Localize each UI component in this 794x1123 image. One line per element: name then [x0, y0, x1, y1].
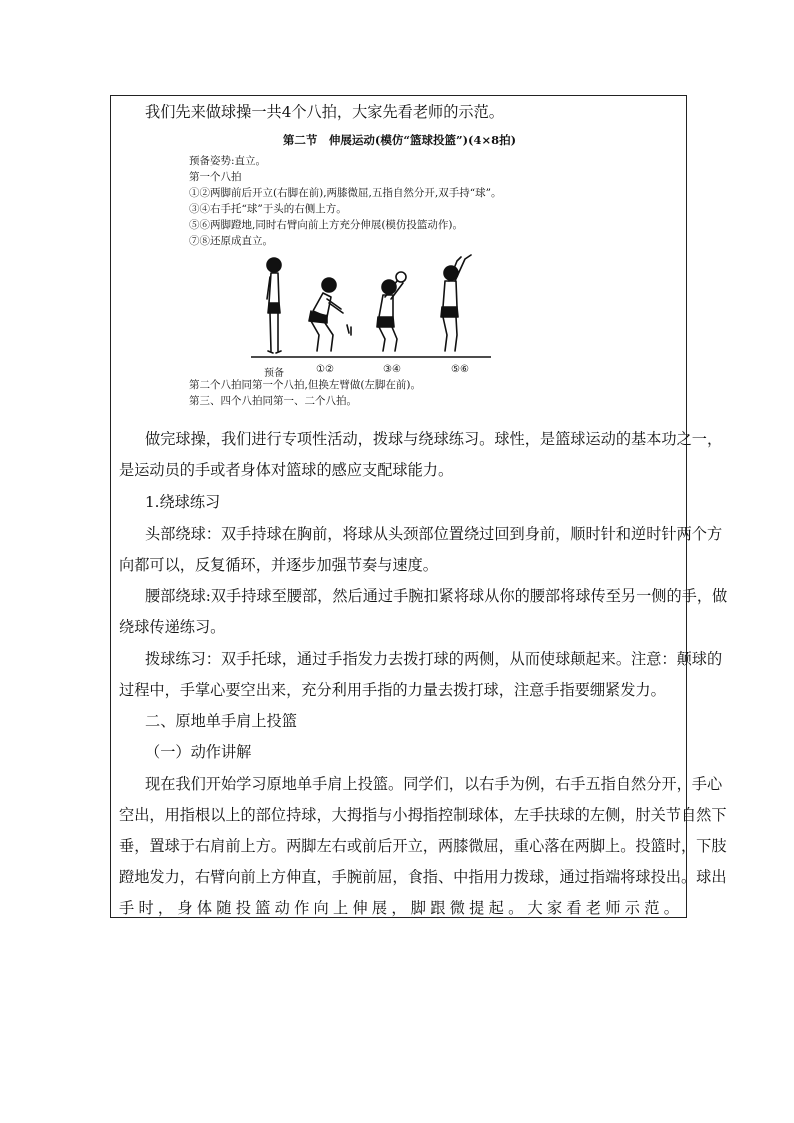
figure-line: ③④右手托“球”于头的右侧上方。: [189, 203, 347, 215]
paragraph-line: 空出，用指根以上的部位持球，大拇指与小拇指控制球体，左手扶球的左侧，肘关节自然下: [119, 806, 727, 824]
section-heading: （一）动作讲解: [145, 743, 252, 761]
paragraph-line: 做完球操，我们进行专项性活动，拨球与绕球练习。球性，是篮球运动的基本功之一，: [145, 430, 723, 448]
figure-line: 第一个八拍: [189, 171, 242, 183]
shooting-illustration: [251, 251, 491, 363]
paragraph-line: 是运动员的手或者身体对篮球的感应支配球能力。: [119, 461, 454, 479]
intro-text: 我们先来做球操一共4个八拍，大家先看老师的示范。: [145, 103, 504, 121]
figure-title: 第二节 伸展运动(模仿“篮球投篮”)(4×8拍): [282, 133, 517, 147]
caption: ⑤⑥: [451, 364, 469, 375]
section-heading: 1.绕球练习: [145, 493, 221, 511]
paragraph-line: 绕球传递练习。: [119, 618, 226, 636]
paragraph-line: 腰部绕球:双手持球至腰部，然后通过手腕扣紧将球从你的腰部将球传至另一侧的手，做: [145, 587, 728, 605]
figure-line: 第二个八拍同第一个八拍,但换左臂做(左脚在前)。: [189, 379, 422, 391]
figure-line: ⑦⑧还原成直立。: [189, 235, 273, 247]
paragraph-line: 垂，置球于右肩前上方。两脚左右或前后开立，两膝微屈，重心落在两脚上。投篮时，下肢: [119, 837, 727, 855]
figure-line: 第三、四个八拍同第一、二个八拍。: [189, 395, 357, 407]
paragraph-line: 蹬地发力，右臂向前上方伸直，手腕前屈，食指、中指用力拨球，通过指端将球投出。球出: [119, 868, 727, 886]
paragraph-line: 拨球练习：双手托球，通过手指发力去拨打球的两侧，从而使球颠起来。注意：颠球的: [145, 650, 723, 668]
content-frame: [110, 95, 728, 918]
paragraph-line: 过程中，手掌心要空出来，充分利用手指的力量去拨打球，注意手指要绷紧发力。: [119, 681, 666, 699]
caption: 预备: [264, 368, 284, 379]
caption: ①②: [316, 364, 334, 375]
section-heading: 二、原地单手肩上投篮: [145, 712, 297, 730]
figure-line: ①②两脚前后开立(右脚在前),两膝微屈,五指自然分开,双手持“球”。: [189, 187, 502, 199]
paragraph-line: 现在我们开始学习原地单手肩上投篮。同学们，以右手为例，右手五指自然分开，手心: [145, 775, 723, 793]
paragraph-line: 头部绕球：双手持球在胸前，将球从头颈部位置绕过回到身前，顺时针和逆时针两个方: [145, 525, 723, 543]
caption: ③④: [383, 364, 401, 375]
figure-line: ⑤⑥两脚蹬地,同时右臂向前上方充分伸展(模仿投篮动作)。: [189, 219, 464, 231]
paragraph-line-justified: 手 时 ， 身 体 随 投 篮 动 作 向 上 伸 展 ， 脚 跟 微 提 起 。 大 家 看 老 师 示 范 。: [119, 899, 679, 917]
paragraph-line: 向都可以，反复循环，并逐步加强节奏与速度。: [119, 556, 438, 574]
figure-line: 预备姿势:直立。: [189, 155, 267, 167]
